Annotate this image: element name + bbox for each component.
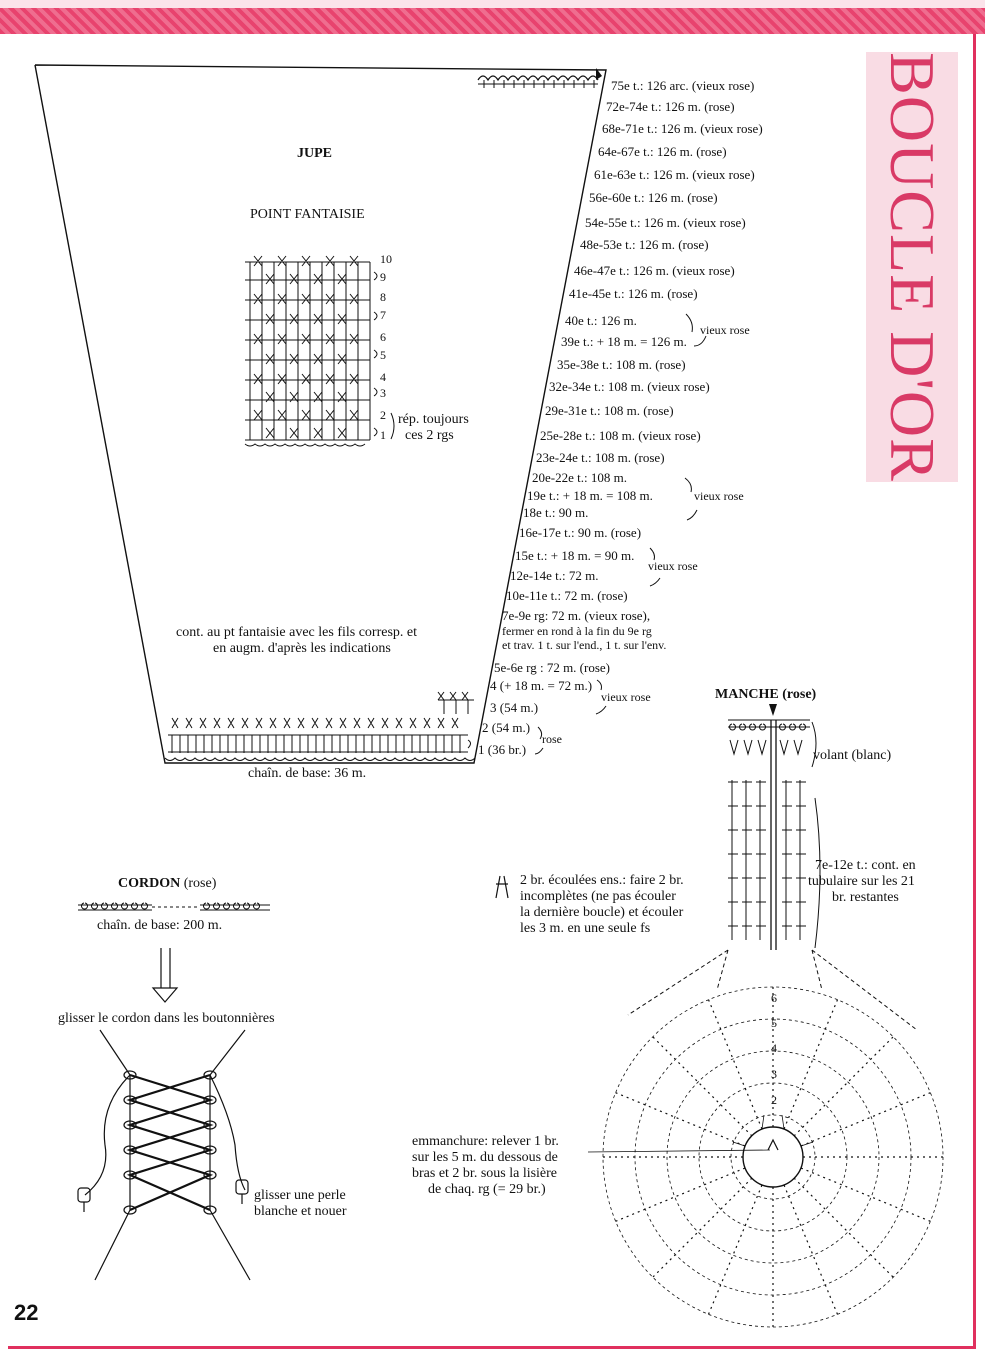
decrease-legend: 2 br. écoulées ens.: faire 2 br.	[520, 873, 684, 888]
skirt-row-note: 18e t.: 90 m.	[523, 505, 589, 520]
decrease-symbol	[496, 876, 508, 898]
round-number: 5	[771, 1016, 777, 1030]
cordon-title: CORDON	[118, 876, 181, 891]
group-color-label: vieux rose	[601, 690, 651, 704]
sleeve-marker	[769, 704, 777, 716]
repeat-note: ces 2 rgs	[405, 428, 454, 443]
skirt-row-note: 3 (54 m.)	[490, 700, 539, 715]
cordon-title-line	[118, 876, 216, 891]
group-color-label: rose	[542, 732, 562, 746]
grid-row-number: 8	[380, 290, 386, 304]
grid-row-number: 6	[380, 330, 386, 344]
round-number: 6	[771, 991, 777, 1005]
skirt-row-note: 56e-60e t.: 126 m. (rose)	[589, 190, 718, 205]
cordon-chain	[78, 903, 270, 910]
round-number: 3	[771, 1067, 777, 1081]
skirt-row-note: 35e-38e t.: 108 m. (rose)	[557, 357, 686, 372]
skirt-row-note: 16e-17e t.: 90 m. (rose)	[519, 525, 642, 540]
skirt-row-note: 29e-31e t.: 108 m. (rose)	[545, 403, 674, 418]
skirt-row-note: 5e-6e rg : 72 m. (rose)	[494, 660, 611, 675]
armhole-note: sur les 5 m. du dessous de	[412, 1150, 558, 1165]
round-number: 2	[771, 1093, 777, 1107]
grid-row-number: 3	[380, 386, 386, 400]
round-number: 4	[771, 1041, 777, 1055]
continue-note: en augm. d'après les indications	[213, 641, 391, 656]
stitch-title: POINT FANTAISIE	[250, 207, 365, 222]
brand-title: BOUCLE D'OR	[877, 52, 948, 482]
stitch-pattern-grid	[245, 256, 394, 446]
grid-row-number: 2	[380, 408, 386, 422]
armhole-pointer	[588, 1150, 770, 1152]
grid-row-number: 4	[380, 370, 386, 384]
skirt-row-note: 54e-55e t.: 126 m. (vieux rose)	[585, 215, 746, 230]
down-arrow	[153, 948, 177, 1002]
skirt-row-note: et trav. 1 t. sur l'end., 1 t. sur l'env.	[502, 638, 667, 652]
skirt-row-note: 15e t.: + 18 m. = 90 m.	[515, 548, 635, 563]
sleeve-column	[728, 720, 820, 950]
skirt-top-stitches	[478, 80, 598, 88]
volant-label: volant (blanc)	[813, 748, 892, 763]
skirt-row-note: 48e-53e t.: 126 m. (rose)	[580, 237, 709, 252]
skirt-row-note: 46e-47e t.: 126 m. (vieux rose)	[574, 263, 735, 278]
bead-note: blanche et nouer	[254, 1204, 347, 1219]
skirt-row-note: 40e t.: 126 m.	[565, 313, 637, 328]
cordon-color: (rose)	[183, 876, 217, 891]
armhole-center-marker	[768, 1140, 778, 1150]
sleeve-rows-note: 7e-12e t.: cont. en	[815, 858, 916, 873]
group-color-label: vieux rose	[694, 489, 744, 503]
skirt-top-arcs	[478, 76, 598, 80]
skirt-row-note: 68e-71e t.: 126 m. (vieux rose)	[602, 121, 763, 136]
armhole-note: emmanchure: relever 1 br.	[412, 1134, 559, 1149]
skirt-base-chain: chaîn. de base: 36 m.	[248, 766, 367, 781]
grid-row-number: 9	[380, 270, 386, 284]
armhole-circle	[600, 985, 945, 1330]
skirt-row-note: 19e t.: + 18 m. = 108 m.	[527, 488, 653, 503]
skirt-outline	[35, 65, 606, 763]
grid-row-number: 10	[380, 252, 392, 266]
skirt-row-note: 72e-74e t.: 126 m. (rose)	[606, 99, 735, 114]
sleeve-rows-note: tubulaire sur les 21	[808, 874, 915, 889]
decrease-legend: la dernière boucle) et écouler	[520, 905, 684, 920]
skirt-row-note: 4 (+ 18 m. = 72 m.)	[490, 678, 593, 693]
skirt-row-note: 25e-28e t.: 108 m. (vieux rose)	[540, 428, 701, 443]
page-number: 22	[14, 1300, 39, 1325]
repeat-note: rép. toujours	[398, 412, 469, 427]
skirt-row-note: 20e-22e t.: 108 m.	[532, 470, 627, 485]
grid-row-number: 1	[380, 428, 386, 442]
group-color-label: vieux rose	[700, 323, 750, 337]
skirt-row-note: 7e-9e rg: 72 m. (vieux rose),	[502, 608, 651, 623]
cordon-base-chain: chaîn. de base: 200 m.	[97, 918, 223, 933]
grid-row-number: 7	[380, 308, 386, 322]
skirt-row-note: 12e-14e t.: 72 m.	[510, 568, 599, 583]
bead-note: glisser une perle	[254, 1188, 346, 1203]
skirt-row-note: fermer en rond à la fin du 9e rg	[502, 624, 652, 638]
skirt-title: JUPE	[297, 146, 332, 161]
skirt-row-note: 41e-45e t.: 126 m. (rose)	[569, 286, 698, 301]
lacing-instruction: glisser le cordon dans les boutonnières	[58, 1011, 275, 1026]
skirt-row-note: 61e-63e t.: 126 m. (vieux rose)	[594, 167, 755, 182]
skirt-row-note: 32e-34e t.: 108 m. (vieux rose)	[549, 379, 710, 394]
armhole-note: de chaq. rg (= 29 br.)	[428, 1182, 546, 1197]
grid-row-number: 5	[380, 348, 386, 362]
decrease-legend: incomplètes (ne pas écouler	[520, 889, 676, 904]
skirt-row-note: 2 (54 m.)	[482, 720, 531, 735]
skirt-row-note: 75e t.: 126 arc. (vieux rose)	[611, 78, 755, 93]
skirt-row-note: 39e t.: + 18 m. = 126 m.	[561, 334, 687, 349]
skirt-row-note: 10e-11e t.: 72 m. (rose)	[506, 588, 628, 603]
skirt-row-note: 64e-67e t.: 126 m. (rose)	[598, 144, 727, 159]
sleeve-rows-note: br. restantes	[832, 890, 899, 905]
sleeve-title: MANCHE (rose)	[715, 687, 817, 702]
continue-note: cont. au pt fantaisie avec les fils corresp. et	[176, 625, 418, 640]
lacing-diagram	[78, 1030, 250, 1280]
group-color-label: vieux rose	[648, 559, 698, 573]
skirt-row-note: 1 (36 br.)	[478, 742, 527, 757]
decrease-legend: les 3 m. en une seule fs	[520, 921, 651, 936]
armhole-note: bras et 2 br. sous la lisière	[412, 1166, 558, 1181]
skirt-bottom-rows	[165, 692, 475, 761]
skirt-row-note: 23e-24e t.: 108 m. (rose)	[536, 450, 665, 465]
